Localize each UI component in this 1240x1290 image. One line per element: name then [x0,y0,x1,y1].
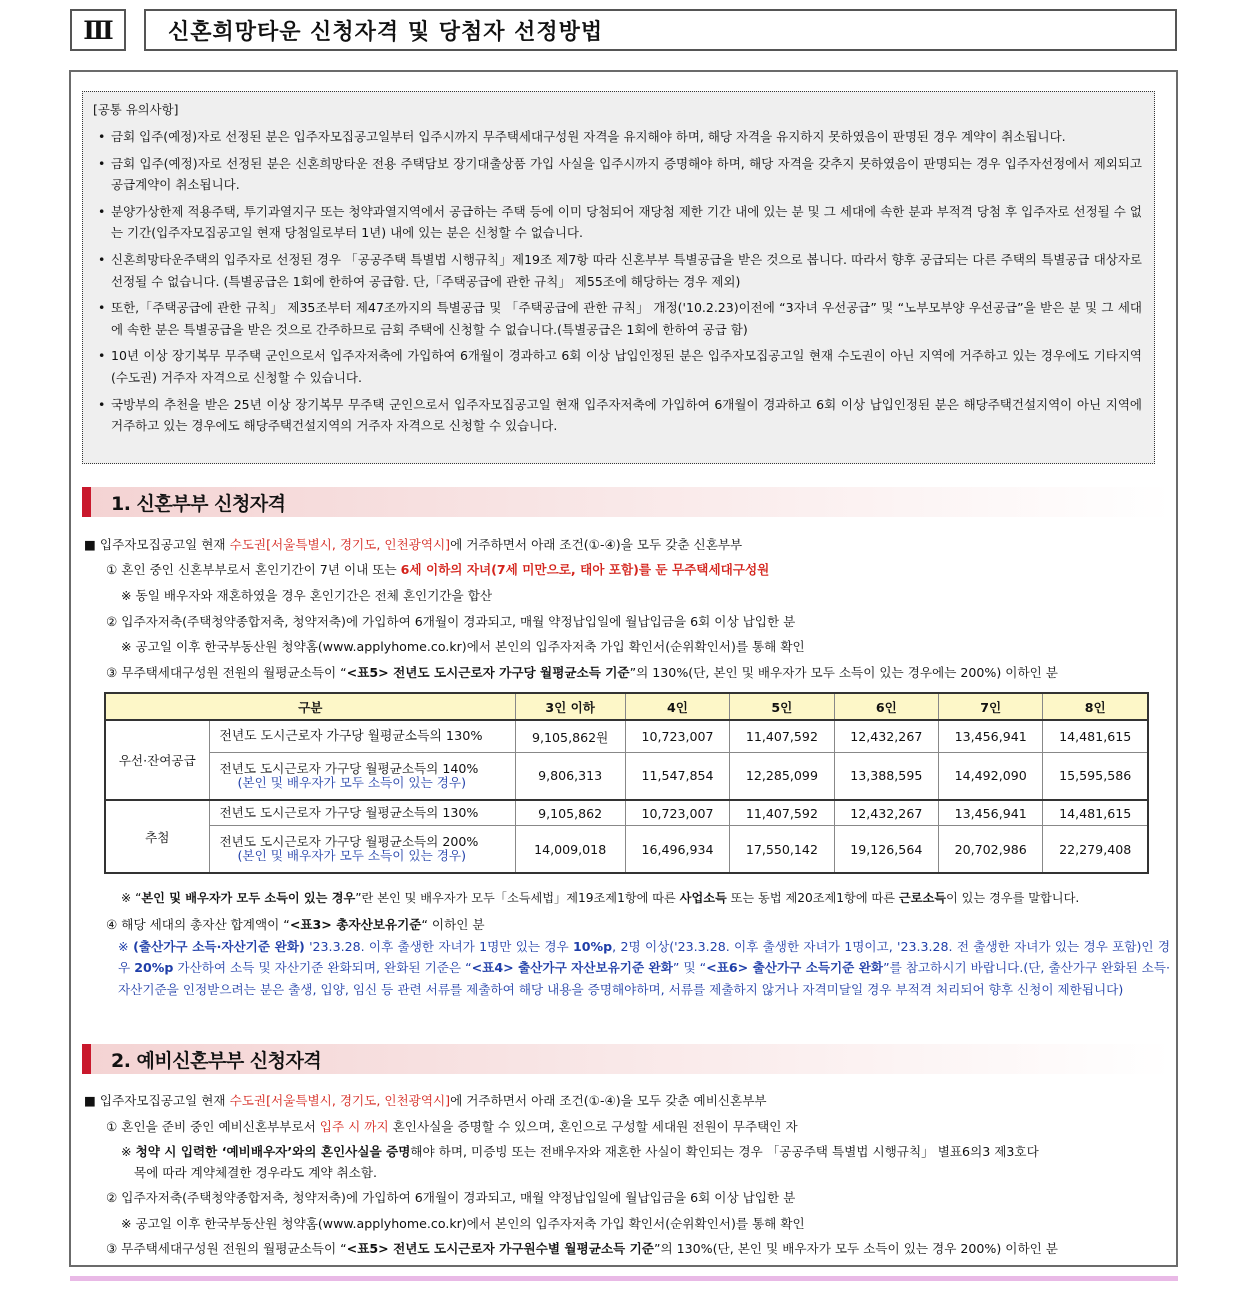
birth-household-relief-note: ※ (출산가구 소득·자산기준 완화) '23.3.28. 이후 출생한 자녀가 1명만 있는 경우 10%p, 2명 이상('23.3.28. 이후 출생한 자녀가 1명이고, '23.3.28. 전 출생한 자녀가 있는 경우 포함)인 경우 20%p 가산하여 소득 및 자산기준 완화되며, 완화된 기준은 “<표4> 출산가구 자산보유기준 완화” 및 “<표6> 출산가구 소득기준 완화”를 참고하시기 바랍니다.(단, 출산가구 완화된 소득·자산기준을 인정받으려는 분은 출생, 입양, 임신 등 관련 서류를 제출하여 해당 내용을 증명해야하며, 서류를 제출하지 않거나 자격미달일 경우 부적격 처리되어 향후 신청이 제한됩니다) [118,939,1170,997]
table-header-row [105,693,1148,720]
table-header: 구분 [105,693,515,720]
table-cell: 19,126,564 [834,826,938,873]
notice-item: • 금회 입주(예정)자로 선정된 분은 입주자모집공고일부터 입주시까지 무주택세대구성원 자격을 유지해야 하며, 해당 자격을 유지하지 못하였음이 판명된 경우 계약이 취소됩니다. [98,129,1066,144]
table-cell: 20,702,986 [938,826,1042,873]
sec2-intro: ■ 입주자모집공고일 현재 수도권[서울특별시, 경기도, 인천광역시]에 거주하면서 아래 조건(①-④)을 모두 갖춘 예비신혼부부 [84,1093,767,1108]
notice-item: • 분양가상한제 적용주택, 투기과열지구 또는 청약과열지역에서 공급하는 주택 등에 이미 당첨되어 재당첨 제한 기간 내에 있는 분 및 그 세대에 속한 분과 부적격 당첨 후 입주자로 선정될 수 없는 기간(입주자모집공고일 현재 당첨일로부터 1년) 내에 있는 분은 신청할 수 없습니다. [98,203,1142,241]
table-cell: 13,388,595 [834,753,938,800]
table-cell: 11,407,592 [730,720,834,753]
table-cell: 11,407,592 [730,800,834,826]
row-desc: 전년도 도시근로자 가구당 월평균소득의 130% [209,800,515,826]
table-cell: 14,492,090 [938,753,1042,800]
table-header: 3인 이하 [515,693,625,720]
sec2-condition-1: ① 혼인을 준비 중인 예비신혼부부로서 입주 시 까지 혼인사실을 증명할 수 있으며, 혼인으로 구성할 세대원 전원이 무주택인 자 [106,1119,798,1134]
table-cell: 12,432,267 [834,800,938,826]
group-label: 우선·잔여공급 [105,720,209,800]
notice-item: • 또한,「주택공급에 관한 규칙」 제35조부터 제47조까지의 특별공급 및 「주택공급에 관한 규칙」 개정('10.2.23)이전에 “3자녀 우선공급” 및 “노부모부양 우선공급”을 받은 분 및 그 세대에 속한 분은 특별공급을 받은 것으로 간주하므로 금회 주택에 신청할 수 없습니다.(특별공급은 1회에 한하여 공급 함) [98,300,1142,337]
table-cell: 17,550,142 [730,826,834,873]
table-cell: 13,456,941 [938,720,1042,753]
sec1-condition-2-note: ※ 공고일 이후 한국부동산원 청약홈(www.applyhome.co.kr)에서 본인의 입주자저축 가입 확인서(순위확인서)를 통해 확인 [121,639,805,654]
table-header: 7인 [938,693,1042,720]
table-header: 5인 [730,693,834,720]
table-cell: 12,285,099 [730,753,834,800]
income-definition-note: ※ “본인 및 배우자가 모두 소득이 있는 경우”란 본인 및 배우자가 모두「소득세법」제19조제1항에 따른 사업소득 또는 동법 제20조제1항에 따른 근로소득이 있는 경우를 말합니다. [121,891,1080,905]
sec1-intro: ■ 입주자모집공고일 현재 수도권[서울특별시, 경기도, 인천광역시]에 거주하면서 아래 조건(①-④)을 모두 갖춘 신혼부부 [84,537,743,552]
row-desc: 전년도 도시근로자 가구당 월평균소득의 130% [209,720,515,753]
chapter-number: Ⅲ [70,9,126,51]
table-cell: 9,105,862 [515,800,625,826]
table-header: 4인 [625,693,729,720]
group-label: 추첨 [105,800,209,873]
table-cell: 16,496,934 [625,826,729,873]
sec1-condition-3: ③ 무주택세대구성원 전원의 월평균소득이 “<표5> 전년도 도시근로자 가구당 월평균소득 기준”의 130%(단, 본인 및 배우자가 모두 소득이 있는 경우에는 200%) 이하인 분 [106,665,1058,680]
notice-item: • 10년 이상 장기복무 무주택 군인으로서 입주자저축에 가입하여 6개월이 경과하고 6회 이상 납입인정된 분은 입주자모집공고일 현재 수도권이 아닌 지역에 거주하고 있는 경우에도 기타지역(수도권) 거주자 자격으로 신청할 수 있습니다. [98,348,1142,385]
sec2-condition-3: ③ 무주택세대구성원 전원의 월평균소득이 “<표5> 전년도 도시근로자 가구원수별 월평균소득 기준”의 130%(단, 본인 및 배우자가 모두 소득이 있는 경우 200%) 이하인 분 [106,1241,1058,1256]
income-table [104,692,1149,874]
table-cell: 10,723,007 [625,720,729,753]
sec1-condition-2: ② 입주자저축(주택청약종합저축, 청약저축)에 가입하여 6개월이 경과되고, 매월 약정납입일에 월납입금을 6회 이상 납입한 분 [106,614,796,629]
notice-item: • 신혼희망타운주택의 입주자로 선정된 경우 「공공주택 특별법 시행규칙」제19조 제7항 따라 신혼부부 특별공급을 받은 것으로 봅니다. 따라서 향후 공급되는 다른 주택의 특별공급 대상자로 선정될 수 없습니다. (특별공급은 1회에 한하여 공급함. 단,「주택공급에 관한 규칙」 제55조에 해당하는 경우 제외) [98,252,1142,289]
sec1-condition-1: ① 혼인 중인 신혼부부로서 혼인기간이 7년 이내 또는 6세 이하의 자녀(7세 미만으로, 태아 포함)를 둔 무주택세대구성원 [106,562,770,577]
row-desc: 전년도 도시근로자 가구당 월평균소득의 200% (본인 및 배우자가 모두 소득이 있는 경우) [209,826,515,873]
table-cell: 12,432,267 [834,720,938,753]
section-1-heading: 1. 신혼부부 신청자격 [82,487,1172,517]
table-cell: 14,481,615 [1043,800,1148,826]
table-header: 8인 [1043,693,1148,720]
table-cell: 9,806,313 [515,753,625,800]
page-title: 신혼희망타운 신청자격 및 당첨자 선정방법 [144,9,1177,51]
table-cell: 14,009,018 [515,826,625,873]
table-header: 6인 [834,693,938,720]
sec2-condition-2: ② 입주자저축(주택청약종합저축, 청약저축)에 가입하여 6개월이 경과되고, 매월 약정납입일에 월납입금을 6회 이상 납입한 분 [106,1190,796,1205]
table-cell: 11,547,854 [625,753,729,800]
table-cell: 13,456,941 [938,800,1042,826]
table-cell: 15,595,586 [1043,753,1148,800]
sec2-condition-1-note-cont: 목에 따라 계약체결한 경우라도 계약 취소함. [134,1165,377,1180]
section-2-heading: 2. 예비신혼부부 신청자격 [82,1044,1172,1074]
common-notice-box [82,91,1155,464]
footer-bar [70,1276,1178,1281]
sec2-condition-1-note: ※ 청약 시 입력한 ‘예비배우자’와의 혼인사실을 증명해야 하며, 미증빙 또는 전배우자와 재혼한 사실이 확인되는 경우 「공공주택 특별법 시행규칙」 별표6의3 제3호다 [121,1144,1039,1159]
table-row [105,826,1148,873]
table-cell: 9,105,862원 [515,720,625,753]
sec1-condition-4: ④ 해당 세대의 총자산 합계액이 “<표3> 총자산보유기준“ 이하인 분 [106,917,485,932]
table-cell: 22,279,408 [1043,826,1148,873]
row-desc: 전년도 도시근로자 가구당 월평균소득의 140% (본인 및 배우자가 모두 소득이 있는 경우) [209,753,515,800]
table-row [105,720,1148,753]
sec1-condition-1-note: ※ 동일 배우자와 재혼하였을 경우 혼인기간은 전체 혼인기간을 합산 [121,588,493,603]
notice-heading: [공통 유의사항] [93,102,179,117]
notice-item: • 국방부의 추천을 받은 25년 이상 장기복무 무주택 군인으로서 입주자모집공고일 현재 입주자저축에 가입하여 6개월이 경과하고 6회 이상 납입인정된 분은 해당주택건설지역이 아닌 지역에 거주하고 있는 경우에도 해당주택건설지역의 거주자 자격으로 신청할 수 있습니다. [98,396,1142,434]
table-cell: 10,723,007 [625,800,729,826]
table-row [105,800,1148,826]
sec2-condition-2-note: ※ 공고일 이후 한국부동산원 청약홈(www.applyhome.co.kr)에서 본인의 입주자저축 가입 확인서(순위확인서)를 통해 확인 [121,1216,805,1231]
table-row [105,753,1148,800]
notice-item: • 금회 입주(예정)자로 선정된 분은 신혼희망타운 전용 주택담보 장기대출상품 가입 사실을 입주시까지 증명해야 하며, 해당 자격을 갖추지 못하였음이 판명되는 경우 입주자선정에서 제외되고 공급계약이 취소됩니다. [98,155,1142,193]
table-cell: 14,481,615 [1043,720,1148,753]
